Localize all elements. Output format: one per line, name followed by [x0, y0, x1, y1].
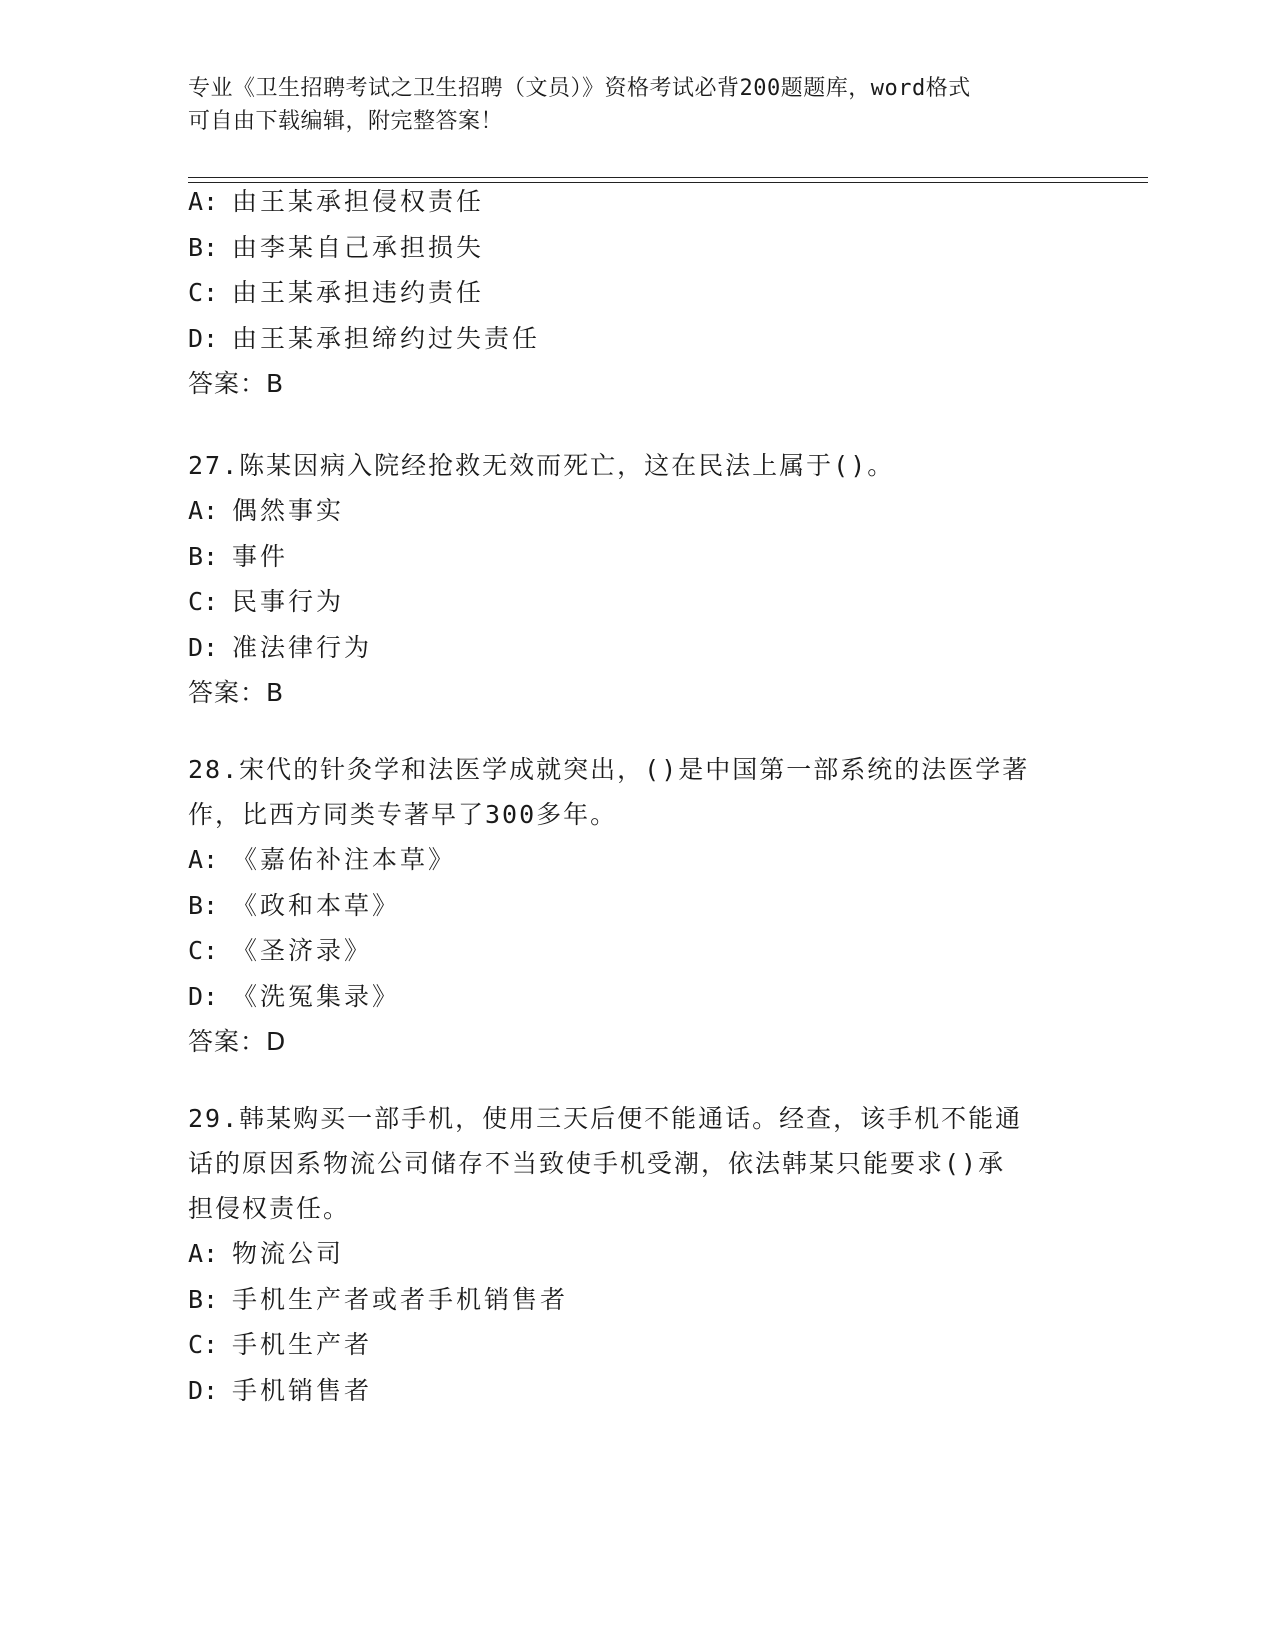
- option-text: 由李某自己承担损失: [232, 232, 485, 262]
- option-text: 准法律行为: [232, 632, 373, 662]
- option-c: [188, 928, 1088, 974]
- option-c: [188, 579, 1088, 625]
- option-key: C:: [188, 1330, 219, 1359]
- option-d: [188, 316, 1088, 362]
- option-b: [188, 883, 1088, 929]
- option-a: [188, 1231, 1088, 1277]
- option-b: [188, 1277, 1088, 1323]
- question-stem-line-1: 28.宋代的针灸学和法医学成就突出，()是中国第一部系统的法医学著: [188, 755, 1030, 784]
- option-text: 由王某承担缔约过失责任: [232, 323, 541, 353]
- option-b: [188, 225, 1088, 271]
- question-28: [188, 747, 1088, 1065]
- option-d: [188, 974, 1088, 1020]
- question-stem-line-2: 话的原因系物流公司储存不当致使手机受潮，依法韩某只能要求()承: [188, 1149, 1006, 1178]
- answer-line: 答案：B: [188, 369, 285, 398]
- option-key: D:: [188, 632, 219, 662]
- option-a: [188, 488, 1088, 534]
- header-line-1: 专业《卫生招聘考试之卫生招聘（文员）》资格考试必背200题题库，word格式: [188, 76, 971, 101]
- question-27: [188, 443, 1088, 716]
- option-c: [188, 1322, 1088, 1368]
- question-stem-line-2: 作，比西方同类专著早了300多年。: [188, 800, 618, 829]
- option-c: [188, 270, 1088, 316]
- option-b: [188, 534, 1088, 580]
- option-key: B:: [188, 1284, 219, 1314]
- option-key: A:: [188, 187, 219, 216]
- option-text: 《洗冤集录》: [232, 981, 401, 1011]
- option-key: C:: [188, 587, 219, 616]
- option-a: [188, 837, 1088, 883]
- option-text: 《圣济录》: [232, 936, 373, 965]
- option-key: D:: [188, 981, 219, 1011]
- option-text: 手机生产者: [232, 1330, 373, 1359]
- option-key: D:: [188, 323, 219, 353]
- option-text: 事件: [232, 541, 289, 571]
- option-key: D:: [188, 1375, 219, 1405]
- option-key: C:: [188, 278, 219, 307]
- option-text: 《政和本草》: [232, 890, 401, 920]
- option-d: [188, 1368, 1088, 1414]
- answer-line: 答案：B: [188, 678, 285, 707]
- option-key: B:: [188, 541, 219, 571]
- question-26-options: [188, 179, 1088, 407]
- option-text: 手机生产者或者手机销售者: [232, 1284, 569, 1314]
- option-text: 物流公司: [232, 1239, 345, 1268]
- question-stem: 27.陈某因病入院经抢救无效而死亡，这在民法上属于()。: [188, 451, 895, 480]
- header-rule-top: [188, 177, 1148, 178]
- option-key: B:: [188, 232, 219, 262]
- option-key: B:: [188, 890, 219, 920]
- option-text: 手机销售者: [232, 1375, 373, 1405]
- option-key: C:: [188, 936, 219, 965]
- option-key: A:: [188, 496, 219, 525]
- option-text: 《嘉佑补注本草》: [232, 845, 457, 874]
- answer-line: 答案：D: [188, 1027, 287, 1056]
- option-text: 民事行为: [232, 587, 345, 616]
- question-stem-line-1: 29.韩某购买一部手机，使用三天后便不能通话。经查，该手机不能通: [188, 1104, 1023, 1133]
- document-header: [188, 72, 1068, 138]
- question-stem-line-3: 担侵权责任。: [188, 1194, 351, 1223]
- option-key: A:: [188, 845, 219, 874]
- option-text: 偶然事实: [232, 496, 345, 525]
- option-text: 由王某承担侵权责任: [232, 187, 485, 216]
- option-a: [188, 179, 1088, 225]
- option-key: A:: [188, 1239, 219, 1268]
- header-line-2: 可自由下载编辑，附完整答案！: [188, 109, 504, 134]
- option-d: [188, 625, 1088, 671]
- question-29: [188, 1096, 1088, 1413]
- option-text: 由王某承担违约责任: [232, 278, 485, 307]
